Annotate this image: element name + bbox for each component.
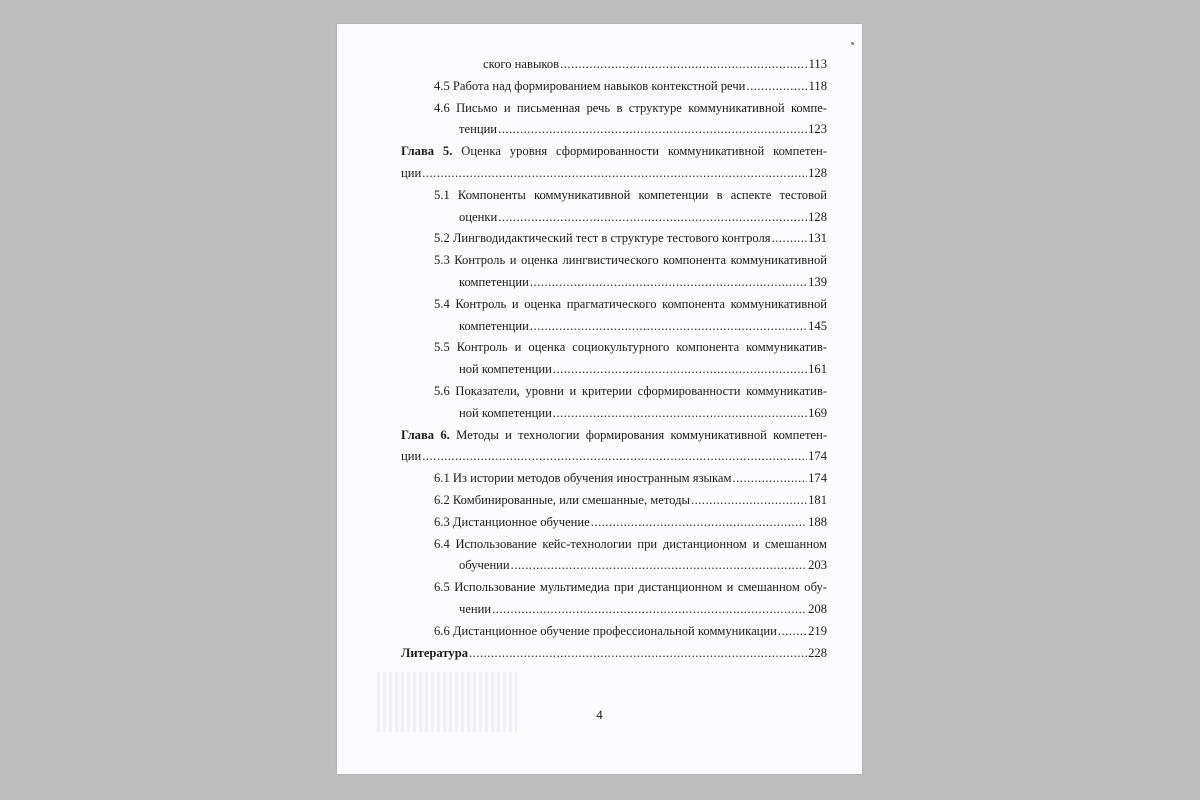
toc-entry-page: 131: [808, 231, 827, 246]
toc-leader-dots: [530, 272, 807, 294]
toc-chapter-heading: [401, 425, 827, 447]
toc-chapter-heading: [401, 141, 827, 163]
toc-entry-text: ции: [401, 449, 422, 464]
toc-entry-text: 4.6 Письмо и письменная речь в структуре коммуникативной компе-: [434, 100, 827, 115]
toc-entry-text: 5.6 Показатели, уровни и критерии сформированности коммуникатив-: [434, 383, 827, 398]
toc-leader-dots: [469, 643, 807, 665]
toc-entry-page: 118: [808, 78, 827, 93]
toc-entry: [401, 185, 827, 207]
toc-entry-page: 113: [808, 57, 827, 71]
toc-entry-text: ции: [401, 165, 422, 180]
toc-entry-page: 128: [808, 165, 827, 180]
toc-entry-text: 6.2 Комбинированные, или смешанные, методы: [434, 492, 690, 507]
toc-entry-page: 139: [808, 274, 827, 289]
toc-entry: [401, 316, 827, 338]
toc-entry-text: 4.5 Работа над формированием навыков контекстной речи: [434, 78, 746, 93]
toc-entry-text: 5.3 Контроль и оценка лингвистического компонента коммуникативной: [434, 253, 827, 268]
toc-entry-page: 228: [808, 645, 827, 660]
toc-entry-text: 5.5 Контроль и оценка социокультурного компонента коммуникатив-: [434, 340, 827, 355]
toc-entry: [401, 163, 827, 185]
bibliography-label: Литература: [401, 645, 469, 660]
toc-entry: [401, 512, 827, 534]
toc-leader-dots: [778, 621, 807, 643]
toc-entry: [401, 381, 827, 403]
toc-entry-text: компетенции: [459, 274, 529, 289]
table-of-contents: [401, 54, 827, 664]
toc-leader-dots: [498, 207, 807, 229]
toc-entry-page: 145: [808, 318, 827, 333]
toc-entry-text: Методы и технологии формирования коммуникативной компетен-: [456, 427, 828, 442]
toc-entry-page: 208: [808, 601, 827, 616]
toc-entry: [401, 250, 827, 272]
toc-leader-dots: [422, 163, 807, 185]
toc-entry-text: 6.6 Дистанционное обучение профессиональной коммуникации: [434, 623, 777, 638]
toc-leader-dots: [772, 228, 808, 250]
toc-entry-text: ной компетенции: [459, 405, 552, 420]
toc-entry-text: 5.2 Лингводидактический тест в структуре тестового контроля: [434, 231, 771, 246]
toc-entry-text: 6.4 Использование кейс-технологии при дистанционном и смешанном: [434, 536, 827, 551]
toc-leader-dots: [553, 359, 807, 381]
toc-entry: [401, 534, 827, 556]
toc-leader-dots: [746, 76, 807, 98]
toc-entry-text: ского навыков: [483, 57, 560, 71]
toc-entry-text: 5.4 Контроль и оценка прагматического компонента коммуникативной: [434, 296, 827, 311]
toc-leader-dots: [422, 446, 807, 468]
toc-entry-page: 188: [808, 514, 827, 529]
toc-entry-text: Оценка уровня сформированности коммуникативной компетен-: [461, 144, 827, 159]
toc-entry: [401, 621, 827, 643]
toc-leader-dots: [553, 403, 807, 425]
toc-entry: [401, 468, 827, 490]
toc-entry-text: оценки: [459, 209, 498, 224]
toc-entry-text: компетенции: [459, 318, 529, 333]
print-speck: [851, 42, 854, 45]
toc-bibliography-entry: [401, 643, 827, 665]
toc-entry-page: 161: [808, 362, 827, 377]
toc-entry-text: 6.3 Дистанционное обучение: [434, 514, 590, 529]
toc-entry-page: 203: [808, 558, 827, 573]
toc-entry: [401, 54, 827, 76]
toc-entry: [401, 490, 827, 512]
toc-entry: [401, 359, 827, 381]
toc-entry: [401, 599, 827, 621]
toc-entry-page: 169: [808, 405, 827, 420]
toc-entry: [401, 76, 827, 98]
toc-leader-dots: [530, 316, 807, 338]
chapter-label: Глава 5.: [401, 144, 453, 159]
toc-entry-page: 123: [808, 122, 827, 137]
toc-leader-dots: [591, 512, 807, 534]
toc-leader-dots: [733, 468, 808, 490]
toc-entry: [401, 228, 827, 250]
toc-leader-dots: [560, 54, 807, 76]
toc-leader-dots: [492, 599, 807, 621]
toc-entry-text: 6.1 Из истории методов обучения иностранным языкам: [434, 471, 732, 486]
toc-entry: [401, 294, 827, 316]
toc-entry: [401, 119, 827, 141]
toc-entry: [401, 98, 827, 120]
toc-entry-text: обучении: [459, 558, 510, 573]
toc-entry-page: 174: [808, 449, 827, 464]
toc-leader-dots: [691, 490, 807, 512]
toc-entry: [401, 555, 827, 577]
chapter-label: Глава 6.: [401, 427, 450, 442]
page-number: 4: [596, 707, 603, 722]
toc-entry: [401, 337, 827, 359]
toc-entry-page: 219: [808, 623, 827, 638]
toc-entry-text: тенции: [459, 122, 498, 137]
toc-entry: [401, 272, 827, 294]
toc-entry: [401, 577, 827, 599]
toc-entry: [401, 207, 827, 229]
toc-entry-page: 174: [808, 471, 827, 486]
toc-leader-dots: [511, 555, 807, 577]
toc-entry-text: 5.1 Компоненты коммуникативной компетенции в аспекте тестовой: [434, 187, 827, 202]
toc-entry: [401, 403, 827, 425]
toc-entry-text: 6.5 Использование мультимедиа при дистанционном и смешанном обу-: [434, 580, 827, 595]
toc-entry-text: чении: [459, 601, 492, 616]
show-through-artifact: [377, 672, 517, 732]
toc-entry-text: ной компетенции: [459, 362, 552, 377]
toc-leader-dots: [498, 119, 807, 141]
document-page: [337, 24, 862, 774]
toc-entry: [401, 446, 827, 468]
toc-entry-page: 128: [808, 209, 827, 224]
toc-entry-page: 181: [808, 492, 827, 507]
